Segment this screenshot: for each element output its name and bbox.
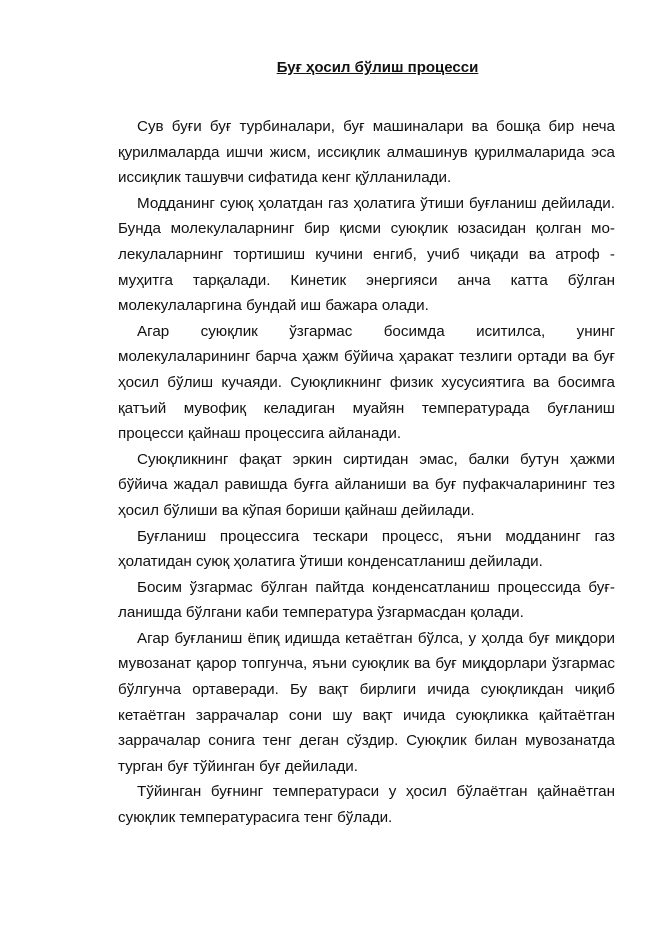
paragraph-3: Агар суюқлик ўзгармас босимда иситилса, унинг молекулаларининг барча ҳажм бўйича ҳаракат тезлиги ортади ва буғ ҳосил бўлиш кучаяди. Суюқликнинг физик хусусиятига ва босимга қатъий мувофиқ келадиган муайян температурада буғланиш процесси қайнаш процессига айланади. bbox=[118, 322, 615, 443]
paragraph-1: Сув буғи буғ турбиналари, буғ машиналари ва бошқа бир неча қурилмаларда ишчи жисм, иссиқлик алмашинув қурилмаларида эса иссиқлик ташувчи сифатида кенг қўлланилади. bbox=[118, 118, 615, 187]
paragraph-7: Агар буғланиш ёпиқ идишда кетаётган бўлса, у ҳолда буғ миқдори мувозанат қарор топгунча, яъни суюқлик ва буғ миқдорлари ўзгармас бўлгунча ортаверади. Бу вақт бирлиги ичида суюқликдан чиқиб кетаётган заррачалар сони шу вақт ичида суюқликка қайтаётган заррачалар сонига тенг деган сўздир. Суюқлик билан мувозанатда турган буғ тўйинган буғ дейилади. bbox=[118, 629, 615, 775]
document-title: Буғ ҳосил бўлиш процесси bbox=[276, 59, 479, 76]
paragraph-6: Босим ўзгармас бўлган пайтда конденсатланиш процессида буғ-ланишда бўлгани каби температура ўзгармасдан қолади. bbox=[118, 578, 615, 622]
paragraph-2: Модданинг суюқ ҳолатдан газ ҳолатига ўтиши буғланиш дейилади. Бунда молекулаларнинг бир қисми суюқлик юзасидан қолган мо-лекулаларнинг тортишиш кучини енгиб, учиб чиқади ва атроф - муҳитга тарқалади. Кинетик энергияси анча катта бўлган молекулаларгина бундай иш бажара олади. bbox=[118, 194, 615, 315]
paragraph-5: Буғланиш процессига тескари процесс, яъни модданинг газ ҳолатидан суюқ ҳолатига ўтиши конденсатланиш дейилади. bbox=[118, 527, 615, 571]
document-page bbox=[118, 58, 615, 831]
paragraph-4: Суюқликнинг фақат эркин сиртидан эмас, балки бутун ҳажми бўйича жадал равишда буғга айланиши ва буғ пуфакчаларининг тез ҳосил бўлиши ва кўпая бориши қайнаш дейилади. bbox=[118, 450, 615, 519]
paragraph-8: Тўйинган буғнинг температураси у ҳосил бўлаётган қайнаётган суюқлик температурасига тенг бўлади. bbox=[118, 783, 615, 827]
